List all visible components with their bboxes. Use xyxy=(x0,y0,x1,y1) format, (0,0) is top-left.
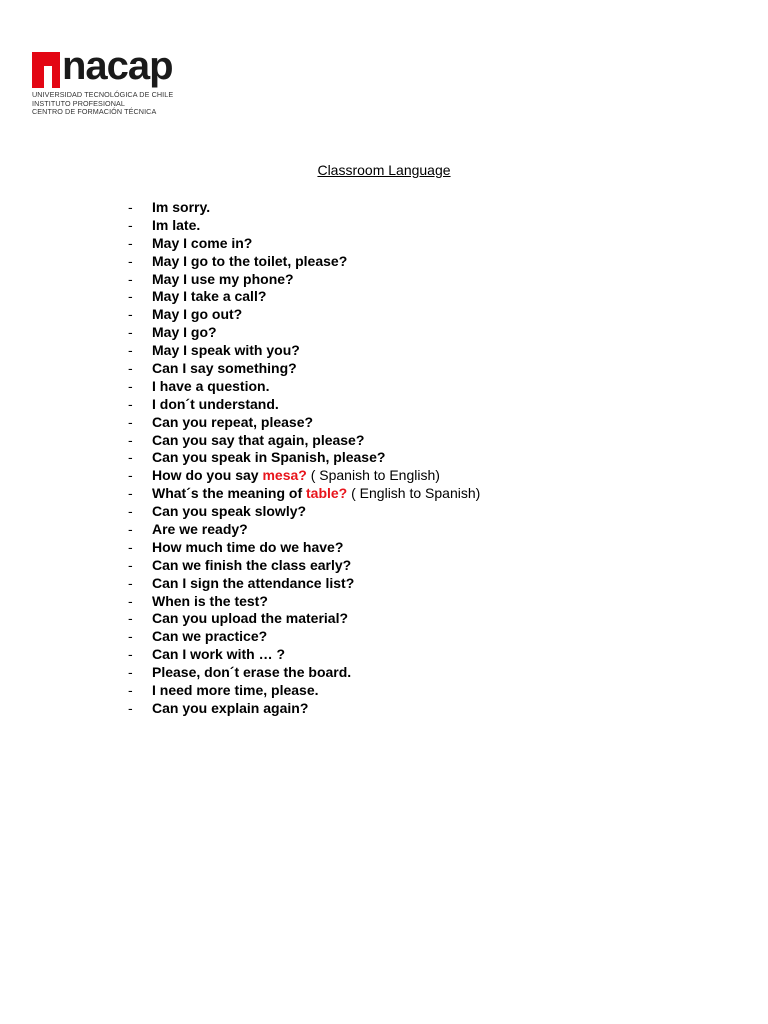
phrase: Please, don´t erase the board. xyxy=(152,664,352,681)
logo-subtitle-line: UNIVERSIDAD TECNOLÓGICA DE CHILE xyxy=(32,90,174,99)
list-item xyxy=(128,557,688,575)
bullet-dash: - xyxy=(128,574,133,591)
list-item xyxy=(128,271,688,289)
bullet-dash: - xyxy=(128,431,133,448)
list-item xyxy=(128,199,688,217)
list-item xyxy=(128,396,688,414)
list-item xyxy=(128,324,688,342)
logo-subtitle-line: CENTRO DE FORMACIÓN TÉCNICA xyxy=(32,107,157,117)
phrase: May I go to the toilet, please? xyxy=(152,252,348,269)
phrase: Can you say that again, please? xyxy=(152,431,365,448)
phrase: I have a question. xyxy=(152,377,270,394)
phrase: Can I sign the attendance list? xyxy=(152,574,355,591)
phrase: Can you repeat, please? xyxy=(152,413,314,430)
bullet-dash: - xyxy=(128,592,133,609)
bullet-dash: - xyxy=(128,360,133,377)
phrase: Can I work with … ? xyxy=(152,646,286,663)
bullet-dash: - xyxy=(128,646,133,663)
bullet-dash: - xyxy=(128,682,133,699)
highlight-word: mesa? xyxy=(262,467,307,484)
list-item xyxy=(128,235,688,253)
list-item xyxy=(128,449,688,467)
bullet-dash: - xyxy=(128,377,133,394)
phrase: Can we practice? xyxy=(152,628,268,645)
bullet-dash: - xyxy=(128,342,133,359)
list-item xyxy=(128,539,688,557)
list-item xyxy=(128,664,688,682)
bullet-dash: - xyxy=(128,234,133,251)
bullet-dash: - xyxy=(128,199,133,215)
phrase: I don´t understand. xyxy=(152,395,279,412)
list-item xyxy=(128,253,688,271)
bullet-dash: - xyxy=(128,324,133,341)
phrase: Im late. xyxy=(152,216,201,233)
list-item xyxy=(128,414,688,432)
bullet-dash: - xyxy=(128,467,133,484)
bullet-dash: - xyxy=(128,413,133,430)
bullet-dash: - xyxy=(128,503,133,520)
phrase: Can I say something? xyxy=(152,360,297,377)
phrase-note: ( Spanish to English) xyxy=(306,467,440,484)
list-item xyxy=(128,288,688,306)
bullet-dash: - xyxy=(128,664,133,681)
bullet-dash: - xyxy=(128,521,133,538)
logo-subtitle-line: INSTITUTO PROFESIONAL xyxy=(32,98,126,108)
list-item xyxy=(128,628,688,646)
phrase: What´s the meaning of xyxy=(152,485,306,502)
phrase: May I go? xyxy=(152,324,217,341)
bullet-dash: - xyxy=(128,306,133,323)
list-item xyxy=(128,432,688,450)
page-title: Classroom Language xyxy=(317,162,451,178)
bullet-dash: - xyxy=(128,610,133,627)
bullet-dash: - xyxy=(128,449,133,466)
list-item xyxy=(128,521,688,539)
bullet-dash: - xyxy=(128,270,133,287)
phrase: Can you explain again? xyxy=(152,699,309,716)
phrase: How do you say xyxy=(152,467,263,484)
phrase: Can you upload the material? xyxy=(152,610,349,627)
bullet-dash: - xyxy=(128,252,133,269)
list-item xyxy=(128,593,688,611)
list-item xyxy=(128,575,688,593)
logo-subtitle xyxy=(32,91,173,117)
list-item xyxy=(128,503,688,521)
list-item xyxy=(128,610,688,628)
phrase-list xyxy=(128,199,688,718)
logo-wordmark: nacap xyxy=(62,44,173,88)
list-item xyxy=(128,360,688,378)
logo-mark xyxy=(32,52,60,88)
bullet-dash: - xyxy=(128,288,133,305)
phrase: May I use my phone? xyxy=(152,270,294,287)
list-item xyxy=(128,217,688,235)
bullet-dash: - xyxy=(128,538,133,555)
phrase: May I take a call? xyxy=(152,288,267,305)
list-item xyxy=(128,342,688,360)
phrase: May I go out? xyxy=(152,306,243,323)
bullet-dash: - xyxy=(128,216,133,233)
bullet-dash: - xyxy=(128,485,133,502)
list-item xyxy=(128,700,688,718)
highlight-word: table? xyxy=(306,485,348,502)
phrase: I need more time, please. xyxy=(152,682,319,699)
phrase: When is the test? xyxy=(152,592,268,609)
list-item xyxy=(128,646,688,664)
list-item xyxy=(128,467,688,485)
phrase: Im sorry. xyxy=(152,199,211,215)
list-item xyxy=(128,378,688,396)
phrase: Can you speak in Spanish, please? xyxy=(152,449,386,466)
bullet-dash: - xyxy=(128,556,133,573)
inacap-logo xyxy=(32,44,173,117)
phrase: Can we finish the class early? xyxy=(152,556,352,573)
phrase: May I come in? xyxy=(152,234,253,251)
phrase: May I speak with you? xyxy=(152,342,300,359)
list-item xyxy=(128,682,688,700)
phrase: Are we ready? xyxy=(152,521,248,538)
list-item xyxy=(128,485,688,503)
bullet-dash: - xyxy=(128,395,133,412)
bullet-dash: - xyxy=(128,628,133,645)
list-item xyxy=(128,306,688,324)
phrase: How much time do we have? xyxy=(152,538,344,555)
bullet-dash: - xyxy=(128,699,133,716)
phrase: Can you speak slowly? xyxy=(152,503,307,520)
phrase-note: ( English to Spanish) xyxy=(347,485,481,502)
